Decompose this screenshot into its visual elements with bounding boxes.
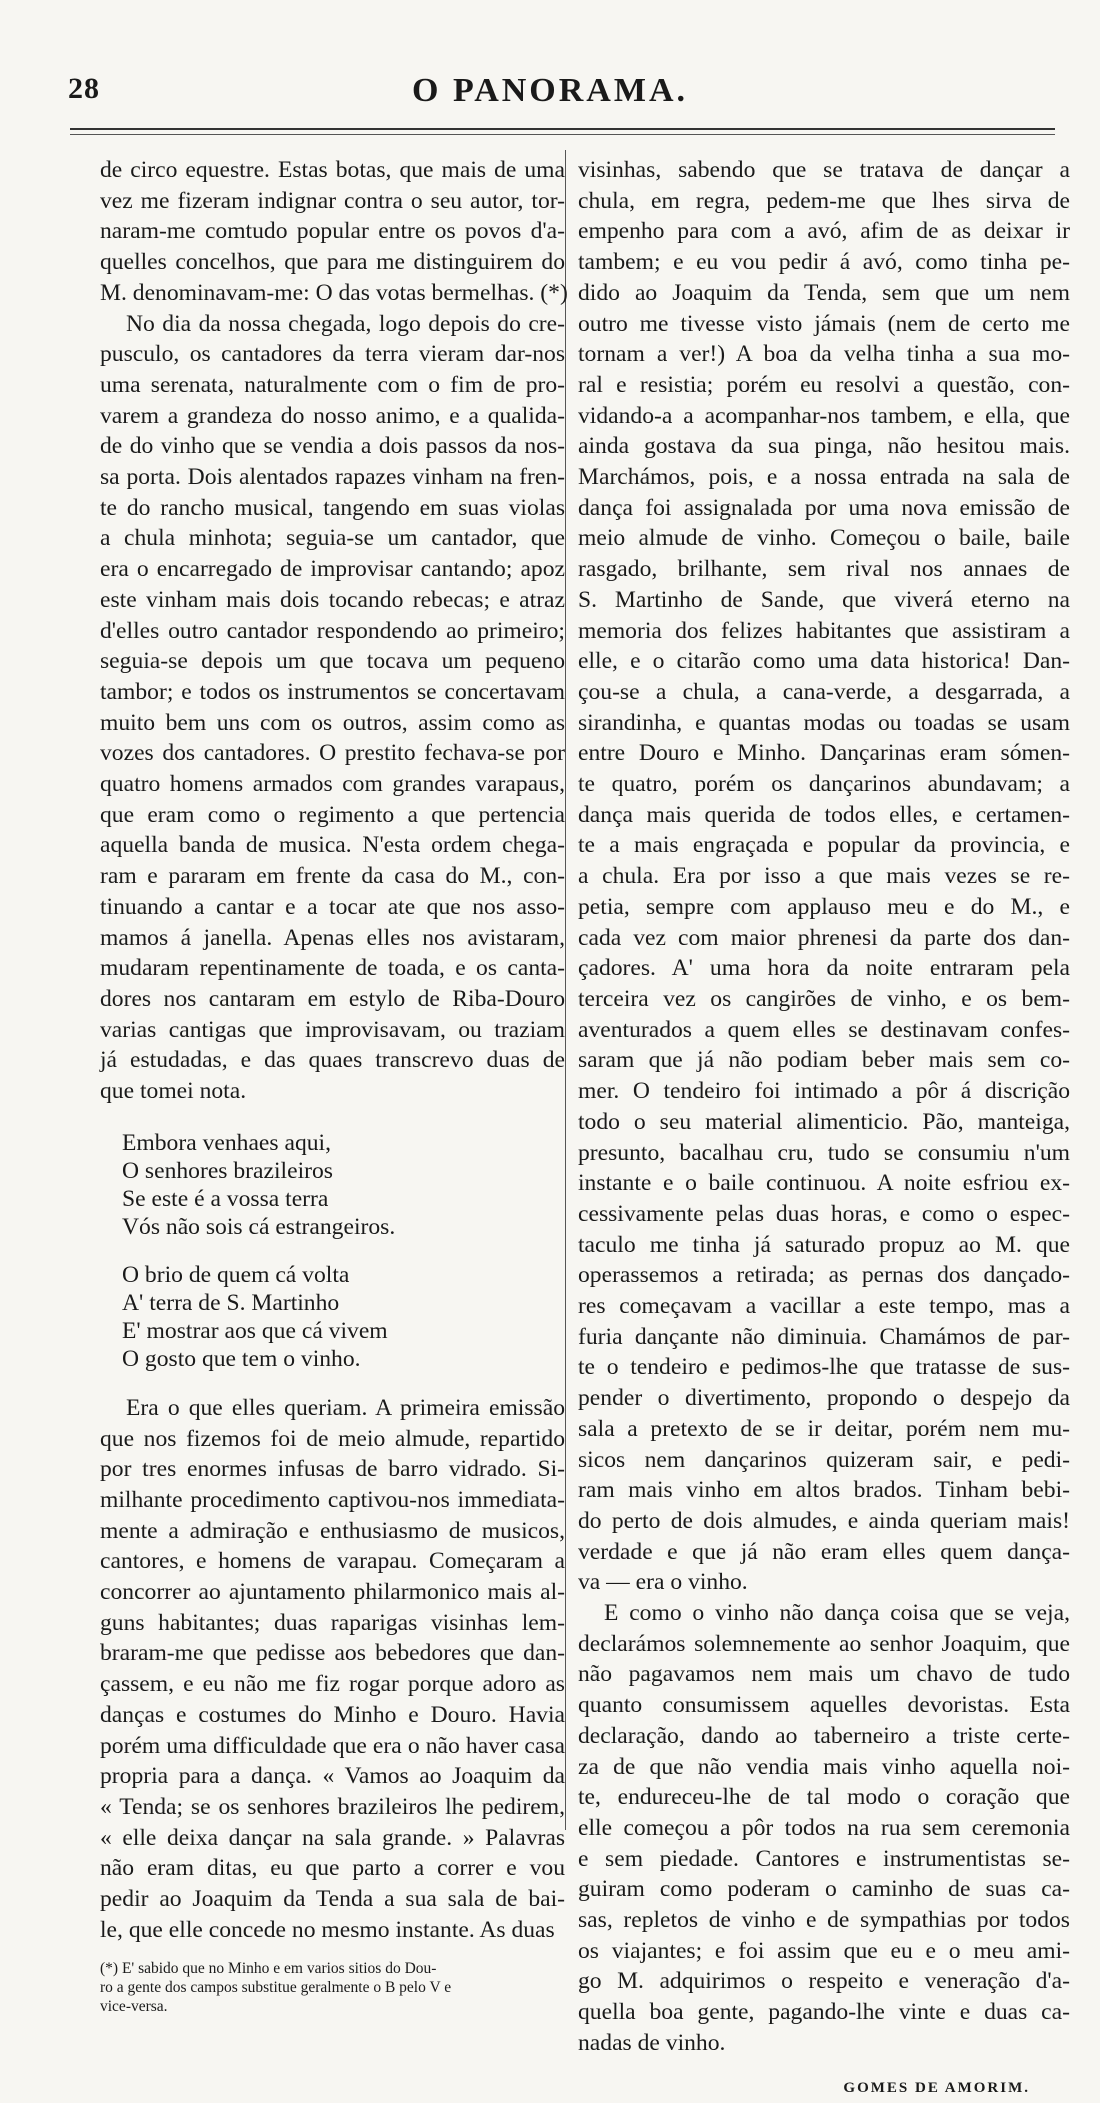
- text-line: ram e pararam em frente da casa do M., con-: [100, 863, 565, 890]
- text-line: d'elles outro cantador respondendo ao primeiro;: [100, 617, 565, 644]
- text-line: empenho para com a avó, afim de as deixar ir: [578, 218, 1070, 245]
- text-line: declarámos solemnemente ao senhor Joaquim, que: [578, 1630, 1070, 1657]
- text-line: quatro homens armados com grandes varapaus,: [100, 771, 565, 798]
- text-line: este vinham mais dois tocando rebecas; e atraz: [100, 586, 565, 613]
- text-line: vidando-a a acompanhar-nos tambem, e ella, que: [578, 402, 1070, 429]
- text-line: entre Douro e Minho. Dançarinas eram sómen-: [578, 740, 1070, 767]
- text-line: çassem, e eu não me fiz rogar porque adoro as: [100, 1671, 565, 1698]
- text-line: cada vez com maior phrenesi da parte dos dan-: [578, 924, 1070, 951]
- right-column: [578, 155, 1070, 2103]
- text-line: va — era o vinho.: [578, 1569, 748, 1596]
- text-line: ro a gente dos campos substitue geralmente o B pelo V e: [100, 1979, 452, 1997]
- text-line: dança foi assignalada por uma nova emissão de: [578, 494, 1070, 521]
- text-line: e sem piedade. Cantores e instrumentistas se-: [578, 1845, 1070, 1872]
- text-line: vice-versa.: [100, 1998, 168, 2016]
- text-line: tambor; e todos os instrumentos se concertavam: [100, 678, 565, 705]
- poem-stanza: [122, 1129, 565, 1241]
- text-line: naram-me comtudo popular entre os povos d'a-: [100, 218, 565, 245]
- text-line: a chula. Era por isso a que mais vezes se re-: [578, 863, 1070, 890]
- poem-verse: O gosto que tem o vinho.: [122, 1345, 361, 1372]
- text-line: go M. adquirimos o respeito e veneração d'a-: [578, 1968, 1070, 1995]
- text-line: sa porta. Dois alentados rapazes vinham na fren-: [100, 464, 565, 491]
- text-line: « Tenda; se os senhores brazileiros lhe pedirem,: [100, 1793, 565, 1820]
- author-signature: GOMES DE AMORIM.: [843, 2079, 1030, 2096]
- text-line: elle, e o citarão como uma data historica! Dan-: [578, 648, 1070, 675]
- text-line: que eram como o regimento a que pertencia: [100, 801, 565, 828]
- header-rule-thin: [70, 134, 1055, 135]
- text-line: furia dançante não diminuia. Chamámos de par-: [578, 1323, 1070, 1350]
- text-line: saram que já não podiam beber mais sem co-: [578, 1047, 1070, 1074]
- poem-verse: O brio de quem cá volta: [122, 1261, 350, 1288]
- poem-verse: Embora venhaes aqui,: [122, 1129, 331, 1156]
- text-line: te a mais engraçada e popular da provincia, e: [578, 832, 1070, 859]
- text-line: terceira vez os cangirões de vinho, e os bem-: [578, 985, 1070, 1012]
- text-line: (*) E' sabido que no Minho e em varios sitios do Dou-: [100, 1960, 437, 1978]
- text-line: dido ao Joaquim da Tenda, sem que um nem: [578, 279, 1070, 306]
- text-line: propria para a dança. « Vamos ao Joaquim da: [100, 1763, 565, 1790]
- text-line: pedir ao Joaquim da Tenda a sua sala de bai-: [100, 1886, 565, 1913]
- text-line: guiram como poderam o caminho de suas ca-: [578, 1876, 1070, 1903]
- text-line: muito bem uns com os outros, assim como as: [100, 709, 565, 736]
- text-line: le, que elle concede no mesmo instante. As duas: [100, 1916, 555, 1943]
- text-line: verdade e que já não eram elles quem dança-: [578, 1538, 1070, 1565]
- text-line: era o encarregado de improvisar cantando; apoz: [100, 556, 565, 583]
- text-line: guns habitantes; duas raparigas visinhas lem-: [100, 1609, 565, 1636]
- text-line: M. denominavam-me: O das votas bermelhas. (*): [100, 279, 568, 306]
- journal-title: O PANORAMA.: [412, 72, 688, 109]
- text-line: chula, em regra, pedem-me que lhes sirva de: [578, 187, 1070, 214]
- text-line: elle começou a pôr todos na rua sem ceremonia: [578, 1814, 1070, 1841]
- text-line: de circo equestre. Estas botas, que mais de uma: [100, 157, 565, 183]
- poem-stanza: [122, 1261, 565, 1373]
- text-line: dores nos cantaram em estylo de Riba-Douro: [100, 985, 565, 1012]
- left-column: [100, 155, 568, 2016]
- text-line: tambem; e eu vou pedir á avó, como tinha pe-: [578, 249, 1070, 276]
- page-header: [0, 72, 1100, 132]
- text-line: aquella banda de musica. N'esta ordem chega-: [100, 832, 565, 859]
- text-line: ram mais vinho em altos brados. Tinham bebi-: [578, 1477, 1070, 1504]
- text-line: varias cantigas que improvisavam, ou traziam: [100, 1016, 565, 1043]
- text-line: meio almude de vinho. Começou o baile, baile: [578, 525, 1070, 552]
- poem-verse: O senhores brazileiros: [122, 1157, 333, 1184]
- text-line: taculo me tinha já saturado propuz ao M. que: [578, 1231, 1070, 1258]
- text-line: presunto, bacalhau cru, tudo se consumiu n'um: [578, 1139, 1070, 1166]
- text-line: res começavam a vacillar a este tempo, mas a: [578, 1293, 1070, 1320]
- page-number: 28: [68, 72, 100, 105]
- paragraph: [100, 1393, 565, 1946]
- text-line: No dia da nossa chegada, logo depois do cre-: [126, 310, 565, 337]
- text-line: te do rancho musical, tangendo em suas violas: [100, 494, 565, 521]
- text-line: sirandinha, e quantas modas ou toadas se usam: [578, 709, 1070, 736]
- text-line: instante e o baile continuou. A noite esfriou ex-: [578, 1170, 1070, 1197]
- header-rule: [70, 128, 1055, 130]
- text-line: mente a admiração e enthusiasmo de musicos,: [100, 1517, 565, 1544]
- poem-verse: E' mostrar aos que cá vivem: [122, 1317, 388, 1344]
- text-line: ral e resistia; porém eu resolvi a questão, con-: [578, 371, 1070, 398]
- text-line: pusculo, os cantadores da terra vieram dar-nos: [100, 341, 565, 368]
- text-line: todo o seu material alimenticio. Pão, manteiga,: [578, 1108, 1070, 1135]
- text-line: dança mais querida de todos elles, e certamen-: [578, 801, 1070, 828]
- text-line: çou-se a chula, a cana-verde, a desgarrada, a: [578, 678, 1070, 705]
- text-line: porém uma difficuldade que era o não haver casa: [100, 1732, 565, 1759]
- text-line: vez me fizeram indignar contra o seu autor, tor-: [100, 187, 565, 214]
- text-line: tinuando a cantar e a tocar ate que nos asso-: [100, 893, 565, 920]
- text-line: za de que não vendia mais vinho aquella noi-: [578, 1753, 1070, 1780]
- text-line: S. Martinho de Sande, que viverá eterno na: [578, 586, 1070, 613]
- paragraph: [100, 309, 565, 1107]
- text-line: mer. O tendeiro foi intimado a pôr á discrição: [578, 1078, 1070, 1105]
- paragraph: [578, 1598, 1070, 2059]
- text-line: sala a pretexto de se ir deitar, porém nem mu-: [578, 1415, 1070, 1442]
- poem-verse: A' terra de S. Martinho: [122, 1289, 340, 1316]
- text-line: do perto de dois almudes, e ainda queriam mais!: [578, 1507, 1070, 1534]
- text-line: varem a grandeza do nosso animo, e a qualida-: [100, 402, 565, 429]
- text-line: aventurados a quem elles se destinavam confes-: [578, 1016, 1070, 1043]
- text-line: uma serenata, naturalmente com o fim de pro-: [100, 371, 565, 398]
- text-line: cessivamente pelas duas horas, e como o espec-: [578, 1200, 1070, 1227]
- text-line: mamos á janella. Apenas elles nos avistaram,: [100, 924, 565, 951]
- text-line: te quatro, porém os dançarinos abundavam; a: [578, 771, 1070, 798]
- text-line: que tomei nota.: [100, 1078, 247, 1105]
- text-line: a chula minhota; seguia-se um cantador, que: [100, 525, 565, 552]
- text-line: nadas de vinho.: [578, 2029, 726, 2056]
- text-line: E como o vinho não dança coisa que se veja,: [604, 1600, 1070, 1627]
- text-line: de do vinho que se vendia a dois passos da nos-: [100, 433, 565, 460]
- text-line: por tres enormes infusas de barro vidrado. Si-: [100, 1456, 565, 1483]
- text-line: seguia-se depois um que tocava um pequeno: [100, 648, 565, 675]
- text-line: Era o que elles queriam. A primeira emissão: [126, 1394, 565, 1421]
- poem-verse: Se este é a vossa terra: [122, 1185, 329, 1212]
- text-line: quanto consumissem aquelles devoristas. Esta: [578, 1692, 1070, 1719]
- text-line: Marchámos, pois, e a nossa entrada na sala de: [578, 464, 1070, 491]
- text-line: os viajantes; e foi assim que eu e o meu ami-: [578, 1937, 1070, 1964]
- text-line: concorrer ao ajuntamento philarmonico mais al-: [100, 1579, 565, 1606]
- poem: [122, 1129, 565, 1373]
- text-line: memoria dos felizes habitantes que assistiram a: [578, 617, 1070, 644]
- text-line: já estudadas, e das quaes transcrevo duas de: [100, 1047, 565, 1074]
- text-line: que nos fizemos foi de meio almude, repartido: [100, 1425, 565, 1452]
- text-line: sicos nem dançarinos quizeram sair, e pedi-: [578, 1446, 1070, 1473]
- column-divider: [565, 150, 566, 1830]
- text-line: petia, sempre com applauso meu e do M., e: [578, 893, 1070, 920]
- text-line: outro me tivesse visto jámais (nem de certo me: [578, 310, 1070, 337]
- text-line: danças e costumes do Minho e Douro. Havia: [100, 1701, 565, 1728]
- text-line: pender o divertimento, propondo o despejo da: [578, 1385, 1070, 1412]
- text-line: rasgado, brilhante, sem rival nos annaes de: [578, 556, 1070, 583]
- text-line: quella boa gente, pagando-lhe vinte e duas ca-: [578, 1999, 1070, 2026]
- text-line: cantores, e homens de varapau. Começaram a: [100, 1548, 565, 1575]
- text-line: te o tendeiro e pedimos-lhe que tratasse de sus-: [578, 1354, 1070, 1381]
- text-line: não pagavamos nem mais um chavo de tudo: [578, 1661, 1070, 1688]
- text-line: çadores. A' uma hora da noite entraram pela: [578, 955, 1070, 982]
- text-line: « elle deixa dançar na sala grande. » Palavras: [100, 1824, 565, 1851]
- poem-verse: Vós não sois cá estrangeiros.: [122, 1213, 396, 1240]
- text-line: não eram ditas, eu que parto a correr e vou: [100, 1855, 565, 1882]
- text-line: milhante procedimento captivou-nos immediata-: [100, 1486, 565, 1513]
- paragraph: [100, 155, 568, 309]
- footnote: [100, 1959, 565, 2016]
- text-line: te, endureceu-lhe de tal modo o coração que: [578, 1784, 1070, 1811]
- text-line: declaração, dando ao taberneiro a triste certe-: [578, 1722, 1070, 1749]
- text-line: braram-me que pedisse aos bebedores que dan-: [100, 1640, 565, 1667]
- text-line: operassemos a retirada; as pernas dos dançado-: [578, 1262, 1070, 1289]
- text-line: visinhas, sabendo que se tratava de dançar a: [578, 157, 1070, 183]
- text-line: quelles concelhos, que para me distinguirem do: [100, 249, 565, 276]
- paragraph: [578, 155, 1070, 1598]
- text-line: tornam a ver!) A boa da velha tinha a sua mo-: [578, 341, 1070, 368]
- text-line: mudaram repentinamente de toada, e os canta-: [100, 955, 565, 982]
- text-line: ainda gostava da sua pinga, não hesitou mais.: [578, 433, 1070, 460]
- text-line: sas, repletos de vinho e de sympathias por todos: [578, 1907, 1070, 1934]
- text-line: vozes dos cantadores. O prestito fechava-se por: [100, 740, 565, 767]
